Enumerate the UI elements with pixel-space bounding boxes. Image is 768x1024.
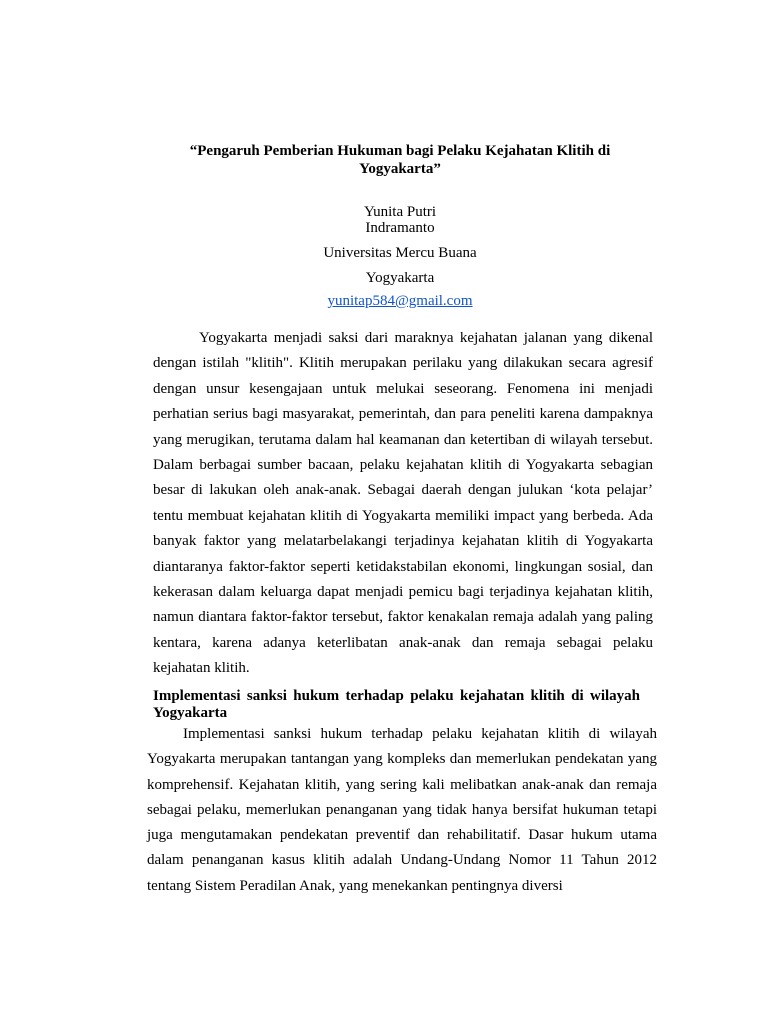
intro-paragraph: Yogyakarta menjadi saksi dari maraknya kejahatan jalanan yang dikenal dengan istilah "klitih". Klitih merupakan perilaku yang dilakukan secara agresif dengan unsur kesengajaan untuk melukai seseorang. Fenomena ini menjadi perhatian serius bagi masyarakat, pemerintah, dan para peneliti karena dampaknya yang merugikan, terutama dalam hal keamanan dan ketertiban di wilayah tersebut. Dalam berbagai sumber bacaan, pelaku kejahatan klitih di Yogyakarta sebagian besar di lakukan oleh anak-anak. Sebagai daerah dengan julukan ‘kota pelajar’ tentu membuat kejahatan klitih di Yogyakarta memiliki impact yang berbeda. Ada banyak faktor yang melatarbelakangi terjadinya kejahatan klitih di Yogyakarta diantaranya faktor-faktor seperti ketidakstabilan ekonomi, lingkungan sosial, dan kekerasan dalam keluarga dapat menjadi pemicu bagi terjadinya kejahatan klitih, namun diantara faktor-faktor tersebut, faktor kenakalan remaja adalah yang paling kentara, karena adanya keterlibatan anak-anak dan remaja sebagai pelaku kejahatan klitih. (153, 330, 653, 677)
document-title: “Pengaruh Pemberian Hukuman bagi Pelaku Kejahatan Klitih di Yogyakarta” (189, 143, 611, 177)
section-heading: Implementasi sanksi hukum terhadap pelaku kejahatan klitih di wilayah Yogyakarta (153, 688, 640, 721)
author-affiliation: Universitas Mercu Buana (323, 245, 477, 261)
author-email-line (150, 293, 650, 309)
author-email-link[interactable]: yunitap584@gmail.com (327, 293, 473, 309)
author-city: Yogyakarta (365, 270, 435, 286)
author-name-line2: Indramanto (365, 220, 435, 236)
author-name-line1: Yunita Putri (363, 204, 437, 220)
section-paragraph: Implementasi sanksi hukum terhadap pelaku kejahatan klitih di wilayah Yogyakarta merupakan tantangan yang kompleks dan memerlukan pendekatan yang komprehensif. Kejahatan klitih, yang sering kali melibatkan anak-anak dan remaja sebagai pelaku, memerlukan penanganan yang tidak hanya bersifat hukuman tetapi juga mengutamakan pendekatan preventif dan rehabilitatif. Dasar hukum utama dalam penanganan kasus klitih adalah Undang-Undang Nomor 11 Tahun 2012 tentang Sistem Peradilan Anak, yang menekankan pentingnya diversi (147, 726, 657, 894)
